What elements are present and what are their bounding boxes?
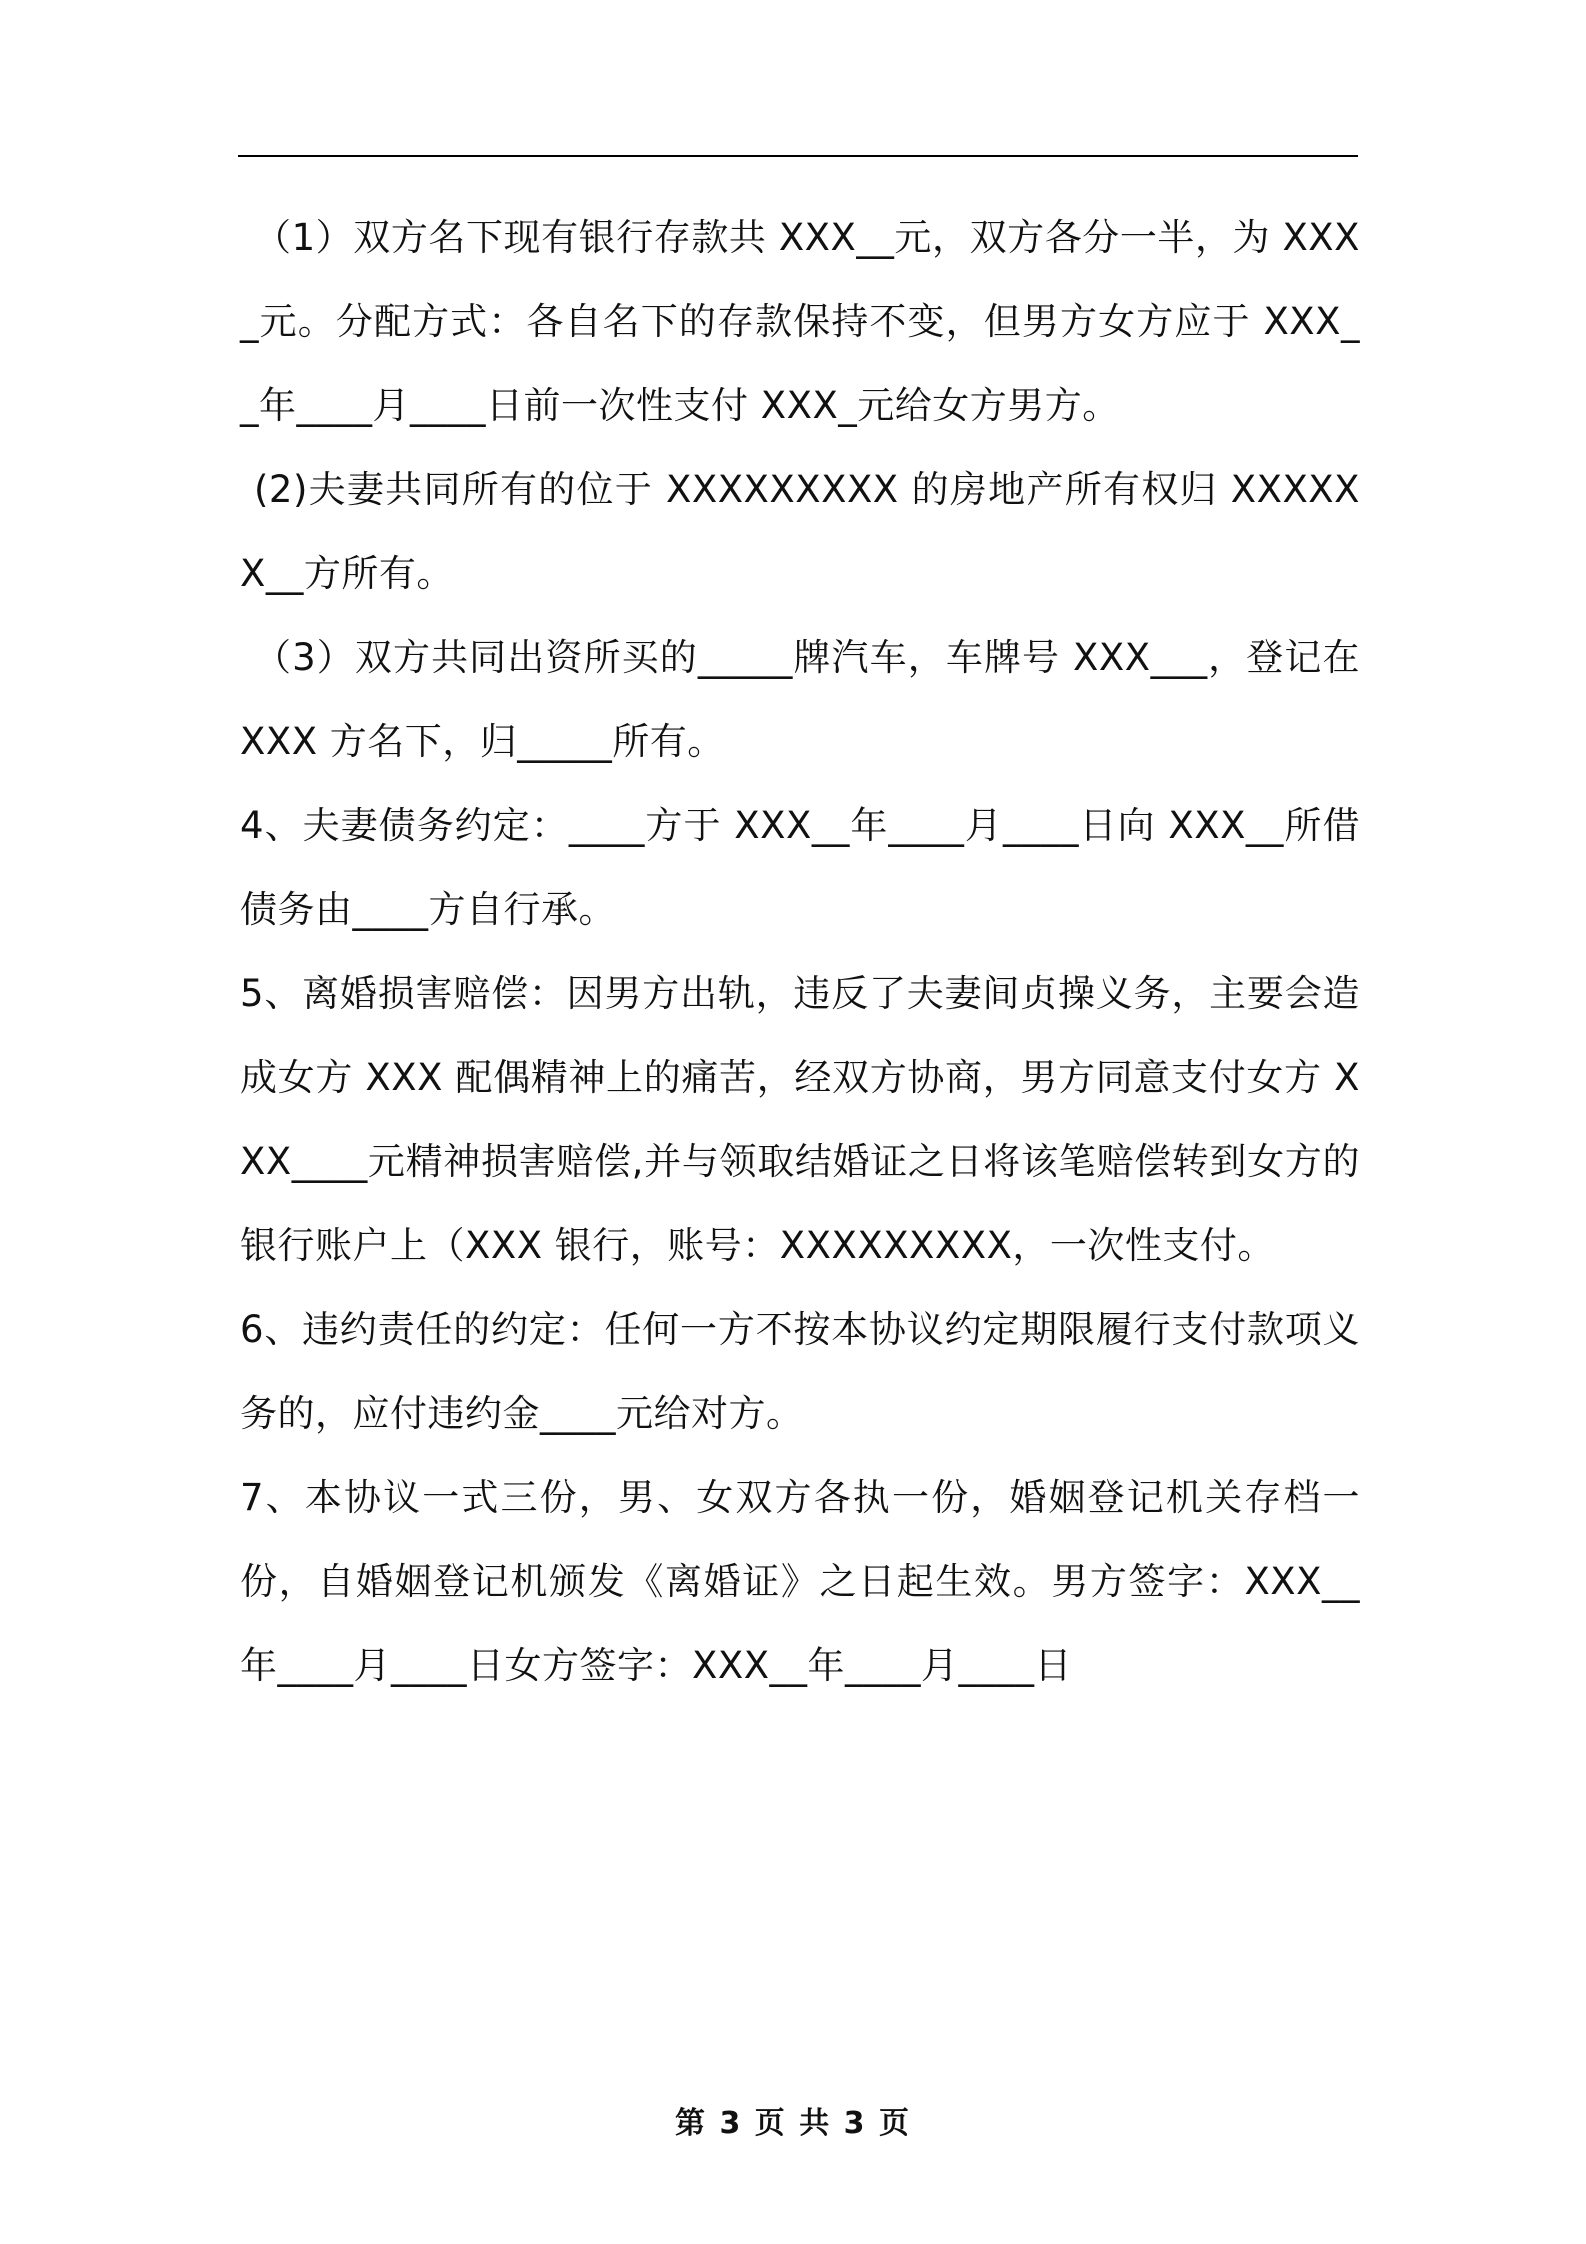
paragraph-debt: 4、夫妻债务约定：____方于 XXX__年____月____日向 XXX__所借债务由____方自行承。 [240, 804, 1360, 931]
paragraph-car: （3）双方共同出资所买的_____牌汽车，车牌号 XXX___，登记在 XXX 方名下，归_____所有。 [240, 636, 1360, 763]
paragraph-real-estate: (2)夫妻共同所有的位于 XXXXXXXXX 的房地产所有权归 XXXXXX__方所有。 [240, 468, 1360, 595]
paragraph-damages: 5、离婚损害赔偿：因男方出轨，违反了夫妻间贞操义务，主要会造成女方 XXX 配偶精神上的痛苦，经双方协商，男方同意支付女方 XXX____元精神损害赔偿,并与领取结婚证之日将该笔赔偿转到女方的银行账户上（XXX 银行，账号：XXXXXXXXX，一次性支付。 [240, 972, 1360, 1267]
paragraph-bank-deposit: （1）双方名下现有银行存款共 XXX__元，双方各分一半，为 XXX_元。分配方式：各自名下的存款保持不变，但男方女方应于 XXX__年____月____日前一次性支付 XXX_元给女方男方。 [240, 216, 1360, 427]
header-rule [238, 155, 1358, 157]
paragraph-breach: 6、违约责任的约定：任何一方不按本协议约定期限履行支付款项义务的，应付违约金____元给对方。 [240, 1308, 1360, 1435]
page-number-footer: 第 3 页 共 3 页 [675, 2106, 911, 2141]
paragraph-copies-signatures: 7、本协议一式三份，男、女双方各执一份，婚姻登记机关存档一份，自婚姻登记机颁发《离婚证》之日起生效。男方签字：XXX__年____月____日女方签字：XXX__年____月____日 [240, 1476, 1360, 1687]
document-body [240, 196, 1360, 1708]
